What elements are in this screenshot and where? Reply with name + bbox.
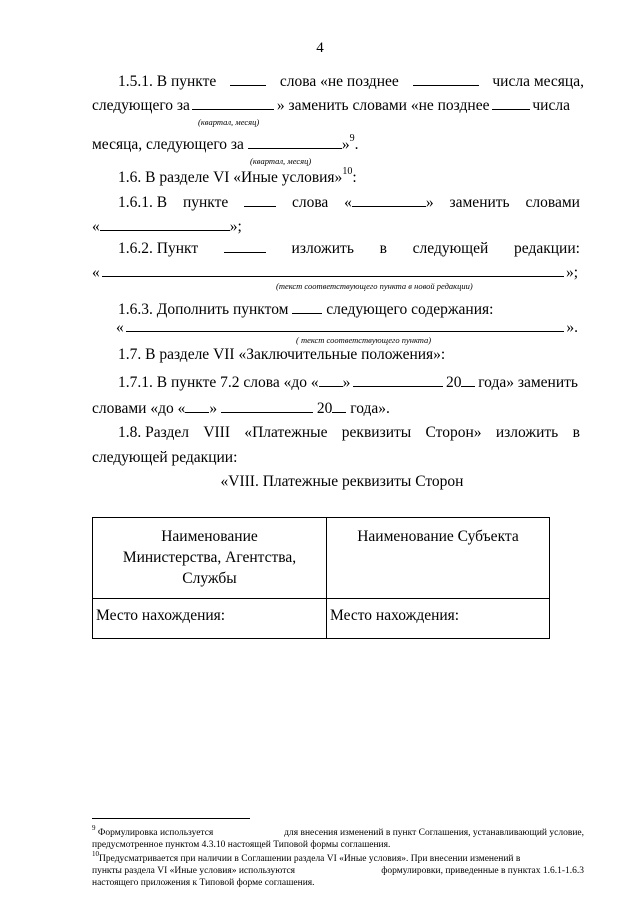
blank	[102, 262, 564, 277]
header-subject-cell	[327, 518, 550, 599]
text: «	[116, 319, 124, 336]
text: 1.6. В разделе VI «Иные условия»	[118, 169, 343, 186]
blank	[413, 71, 479, 86]
text: ».	[566, 319, 578, 336]
text: редакции:	[514, 240, 580, 257]
text: пункты раздела VI «Иные условия» используются	[92, 866, 296, 876]
text: Формулировка используется	[97, 828, 214, 838]
blank	[185, 398, 209, 413]
text: 20	[445, 374, 462, 391]
footnote-ref-9: 9	[349, 132, 355, 144]
text: следующего содержания:	[326, 301, 494, 318]
text: 1.5.1. В пункте	[118, 73, 217, 90]
para-1-7-1-line-2	[92, 398, 390, 419]
table-row	[93, 599, 550, 639]
text: изложить	[291, 240, 354, 257]
header-subject-text: Наименование Субъекта	[357, 528, 519, 545]
hint-item-text: ( текст соответствующего пункта)	[296, 335, 432, 345]
footnote-mark: 9	[92, 823, 96, 832]
text: пункте	[182, 194, 229, 211]
blank	[353, 372, 443, 387]
text: :	[352, 169, 357, 186]
text: «	[92, 218, 100, 235]
text: »	[342, 374, 351, 391]
text: 1.6.3. Дополнить пунктом	[118, 301, 289, 318]
para-1-5-1-line-2	[92, 95, 570, 116]
text: »	[209, 400, 218, 417]
hint-quarter-month: (квартал, месяц)	[250, 156, 312, 166]
text: слова «не позднее	[279, 73, 399, 90]
blank	[492, 95, 530, 110]
text: VIII	[203, 424, 230, 441]
header-ministry-line: Министерства, Агентства,	[122, 549, 297, 566]
footnote-line: настоящего приложения к Типовой форме соглашения.	[92, 878, 315, 888]
location-cell-2: Место нахождения:	[327, 599, 550, 639]
blank	[221, 398, 313, 413]
para-1-6-1-line-1	[118, 192, 580, 213]
text: словами «до «	[92, 400, 186, 417]
text: года».	[350, 400, 390, 417]
footnote-line: предусмотренное пунктом 4.3.10 настоящей Типовой формы соглашения.	[92, 840, 391, 850]
text: » заменить словами «не позднее	[276, 97, 490, 114]
para-1-8-line-2: следующей редакции:	[92, 449, 238, 466]
footnote-9	[92, 823, 584, 851]
text: »	[341, 136, 350, 153]
text: 1.7.1. В пункте 7.2 слова «до «	[118, 374, 319, 391]
blank	[248, 134, 342, 149]
text: числа	[532, 97, 570, 114]
blank	[244, 192, 276, 207]
text: «Платежные	[244, 424, 328, 441]
hint-quarter-month: (квартал, месяц)	[198, 117, 260, 127]
text: для внесения изменений в пункт Соглашения, устанавливающий условие,	[284, 828, 584, 838]
text: года» заменить	[478, 374, 578, 391]
para-1-6-2-line-2	[92, 262, 578, 283]
text: »	[425, 194, 434, 211]
text: следующей	[412, 240, 489, 257]
para-1-7-1-line-1	[118, 372, 578, 393]
para-1-7: 1.7. В разделе VII «Заключительные положения»:	[118, 346, 446, 363]
text: 20	[316, 400, 333, 417]
footnote-separator	[92, 818, 250, 819]
table-row	[93, 518, 550, 599]
para-1-8-line-1	[118, 423, 580, 443]
text: заменить	[449, 194, 510, 211]
text: »;	[565, 264, 578, 281]
text: в	[572, 424, 580, 441]
text: 1.8. Раздел	[118, 424, 189, 441]
footnote-10	[92, 849, 584, 889]
para-1-6	[118, 165, 357, 188]
header-ministry-line: Наименование	[161, 528, 258, 545]
section-title: «VIII. Платежные реквизиты Сторон	[220, 473, 464, 490]
text: Предусматривается при наличии в Соглашении раздела VI «Иные условия». При внесении изменений в	[99, 854, 521, 864]
text: реквизиты	[341, 424, 412, 441]
text: слова	[291, 194, 329, 211]
blank	[332, 398, 346, 413]
para-1-6-1-line-2	[92, 216, 242, 237]
text: Сторон»	[425, 424, 482, 441]
para-1-5-1-line-1	[118, 71, 584, 92]
blank	[126, 317, 565, 332]
blank	[292, 299, 322, 314]
text: «	[92, 264, 100, 281]
footnote-line	[92, 849, 584, 865]
text: »;	[229, 218, 242, 235]
blank	[224, 238, 266, 253]
text: 1.6.2. Пункт	[118, 240, 199, 257]
text: в	[379, 240, 387, 257]
page-number: 4	[316, 40, 324, 56]
para-1-5-1-line-3	[92, 134, 358, 155]
text: .	[354, 136, 359, 153]
footnote-line	[92, 865, 584, 877]
text: месяца, следующего за	[92, 136, 244, 153]
blank	[230, 71, 266, 86]
text: изложить	[495, 424, 559, 441]
footnote-ref-10: 10	[342, 165, 353, 177]
footnote-mark: 10	[92, 849, 99, 858]
location-cell-1: Место нахождения:	[93, 599, 327, 639]
para-1-6-2-line-1	[118, 238, 580, 259]
blank	[352, 192, 426, 207]
text: «	[344, 194, 352, 211]
text: 1.6.1. В	[118, 194, 168, 211]
text: формулировки, приведенные в пунктах 1.6.1-1.6.3	[381, 866, 584, 876]
text: числа месяца,	[492, 73, 584, 90]
footnote-line	[92, 823, 584, 839]
requisites-table	[92, 517, 550, 639]
blank	[192, 95, 274, 110]
blank	[100, 216, 230, 231]
text: следующего за	[92, 97, 190, 114]
text: словами	[525, 194, 580, 211]
header-ministry-cell	[93, 518, 327, 599]
blank	[319, 372, 343, 387]
header-ministry-line: Службы	[182, 570, 237, 587]
hint-new-text: (текст соответствующего пункта в новой редакции)	[276, 281, 473, 291]
blank	[461, 372, 475, 387]
